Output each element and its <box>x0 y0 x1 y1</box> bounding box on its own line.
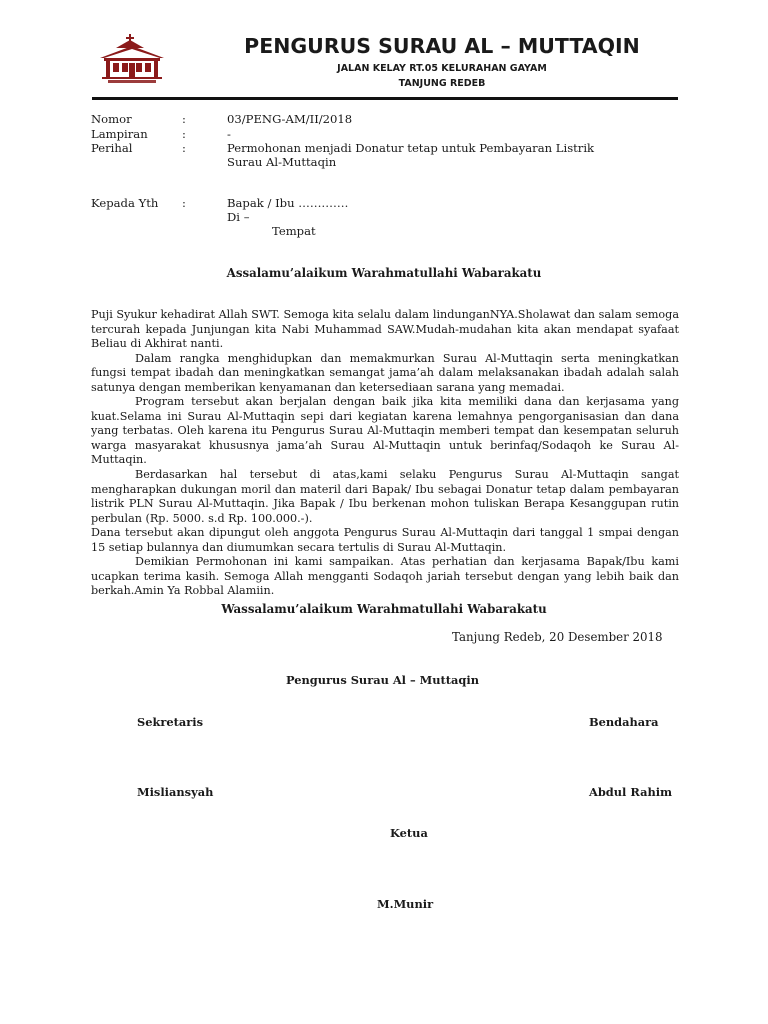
paragraph-6: Demikian Permohonan ini kami sampaikan. Atas perhatian dan kerjasama Bapak/Ibu kami ucapkan terima kasih. Semoga Allah mengganti Sodaqoh jariah tersebut dengan yang lebih baik dan berkah.Amin Ya Robbal Alamiin. <box>91 555 679 598</box>
signature-org: Pengurus Surau Al – Muttaqin <box>286 673 479 687</box>
di-value: Di – <box>227 210 250 224</box>
paragraph-5: Dana tersebut akan dipungut oleh anggota Pengurus Surau Al-Muttaqin dari tanggal 1 smpai dengan 15 setiap bulannya dan diumumkan secara tertulis di Surau Al-Muttaqin. <box>91 526 679 554</box>
paragraph-2: Dalam rangka menghidupkan dan memakmurkan Surau Al-Muttaqin serta meningkatkan fungsi tempat ibadah dan meningkatkan semangat jama’ah dalam melaksanakan ibadah adalah salah satunya dengan memberikan kenyamanan dan ketersediaan sarana yang memadai. <box>91 351 679 394</box>
kepada-label: Kepada Yth <box>91 196 159 210</box>
lampiran-value: - <box>227 127 231 141</box>
paragraph-1: Puji Syukur kehadirat Allah SWT. Semoga kita selalu dalam lindunganNYA.Sholawat dan salam semoga tercurah kepada Junjungan kita Nabi Muhammad SAW.Mudah-mudahan kita akan mendapat syafaat Beliau di Akhirat nanti. <box>91 308 679 351</box>
nomor-label: Nomor <box>91 112 132 126</box>
letterhead-address: JALAN KELAY RT.05 KELURAHAN GAYAM <box>337 63 547 74</box>
closing-greeting: Wassalamu’alaikum Warahmatullahi Wabarakatu <box>221 602 547 616</box>
date-line: Tanjung Redeb, 20 Desember 2018 <box>452 630 663 644</box>
paragraph-3: Program tersebut akan berjalan dengan baik jika kita memiliki dana dan kerjasama yang kuat.Selama ini Surau Al-Muttaqin sepi dari kegiatan karena lemahnya pengorganisasian dan dana yang terbatas. Oleh karena itu Pengurus Surau Al-Muttaqin memberi tempat dan kesempatan seluruh warga masyarakat khususnya jama’ah Surau Al-Muttaqin untuk berinfaq/Sodaqoh ke Surau Al-Muttaqin. <box>91 395 679 467</box>
sekretaris-title: Sekretaris <box>137 715 203 729</box>
perihal-label: Perihal <box>91 141 133 155</box>
perihal-value-line2: Surau Al-Muttaqin <box>227 155 337 169</box>
perihal-value-line1: Permohonan menjadi Donatur tetap untuk Pembayaran Listrik <box>227 141 595 155</box>
kepada-colon: : <box>182 196 186 210</box>
perihal-colon: : <box>182 141 186 155</box>
nomor-value: 03/PENG-AM/II/2018 <box>227 112 353 126</box>
bendahara-title: Bendahara <box>589 715 659 729</box>
tempat-value: Tempat <box>272 224 316 238</box>
opening-greeting: Assalamu’alaikum Warahmatullahi Wabarakatu <box>226 266 542 280</box>
bendahara-name: Abdul Rahim <box>589 785 673 799</box>
letter-body <box>91 308 679 599</box>
nomor-colon: : <box>182 112 186 126</box>
kepada-value: Bapak / Ibu …………. <box>227 196 349 210</box>
lampiran-label: Lampiran <box>91 127 148 141</box>
sekretaris-name: Misliansyah <box>137 785 214 799</box>
ketua-name: M.Munir <box>377 897 434 911</box>
lampiran-colon: : <box>182 127 186 141</box>
letterhead-city: TANJUNG REDEB <box>398 78 486 89</box>
letterhead-title: PENGURUS SURAU AL – MUTTAQIN <box>244 34 640 58</box>
mosque-logo-icon <box>94 34 170 84</box>
paragraph-4: Berdasarkan hal tersebut di atas,kami selaku Pengurus Surau Al-Muttaqin sangat mengharapkan dukungan moril dan materil dari Bapak/ Ibu sebagai Donatur tetap dalam pembayaran listrik PLN Surau Al-Muttaqin. Jika Bapak / Ibu berkenan mohon tuliskan Berapa Kesanggupan rutin perbulan (Rp. 5000. s.d Rp. 100.000.-). <box>91 468 679 525</box>
ketua-title: Ketua <box>390 826 428 840</box>
letterhead-divider <box>92 97 678 100</box>
